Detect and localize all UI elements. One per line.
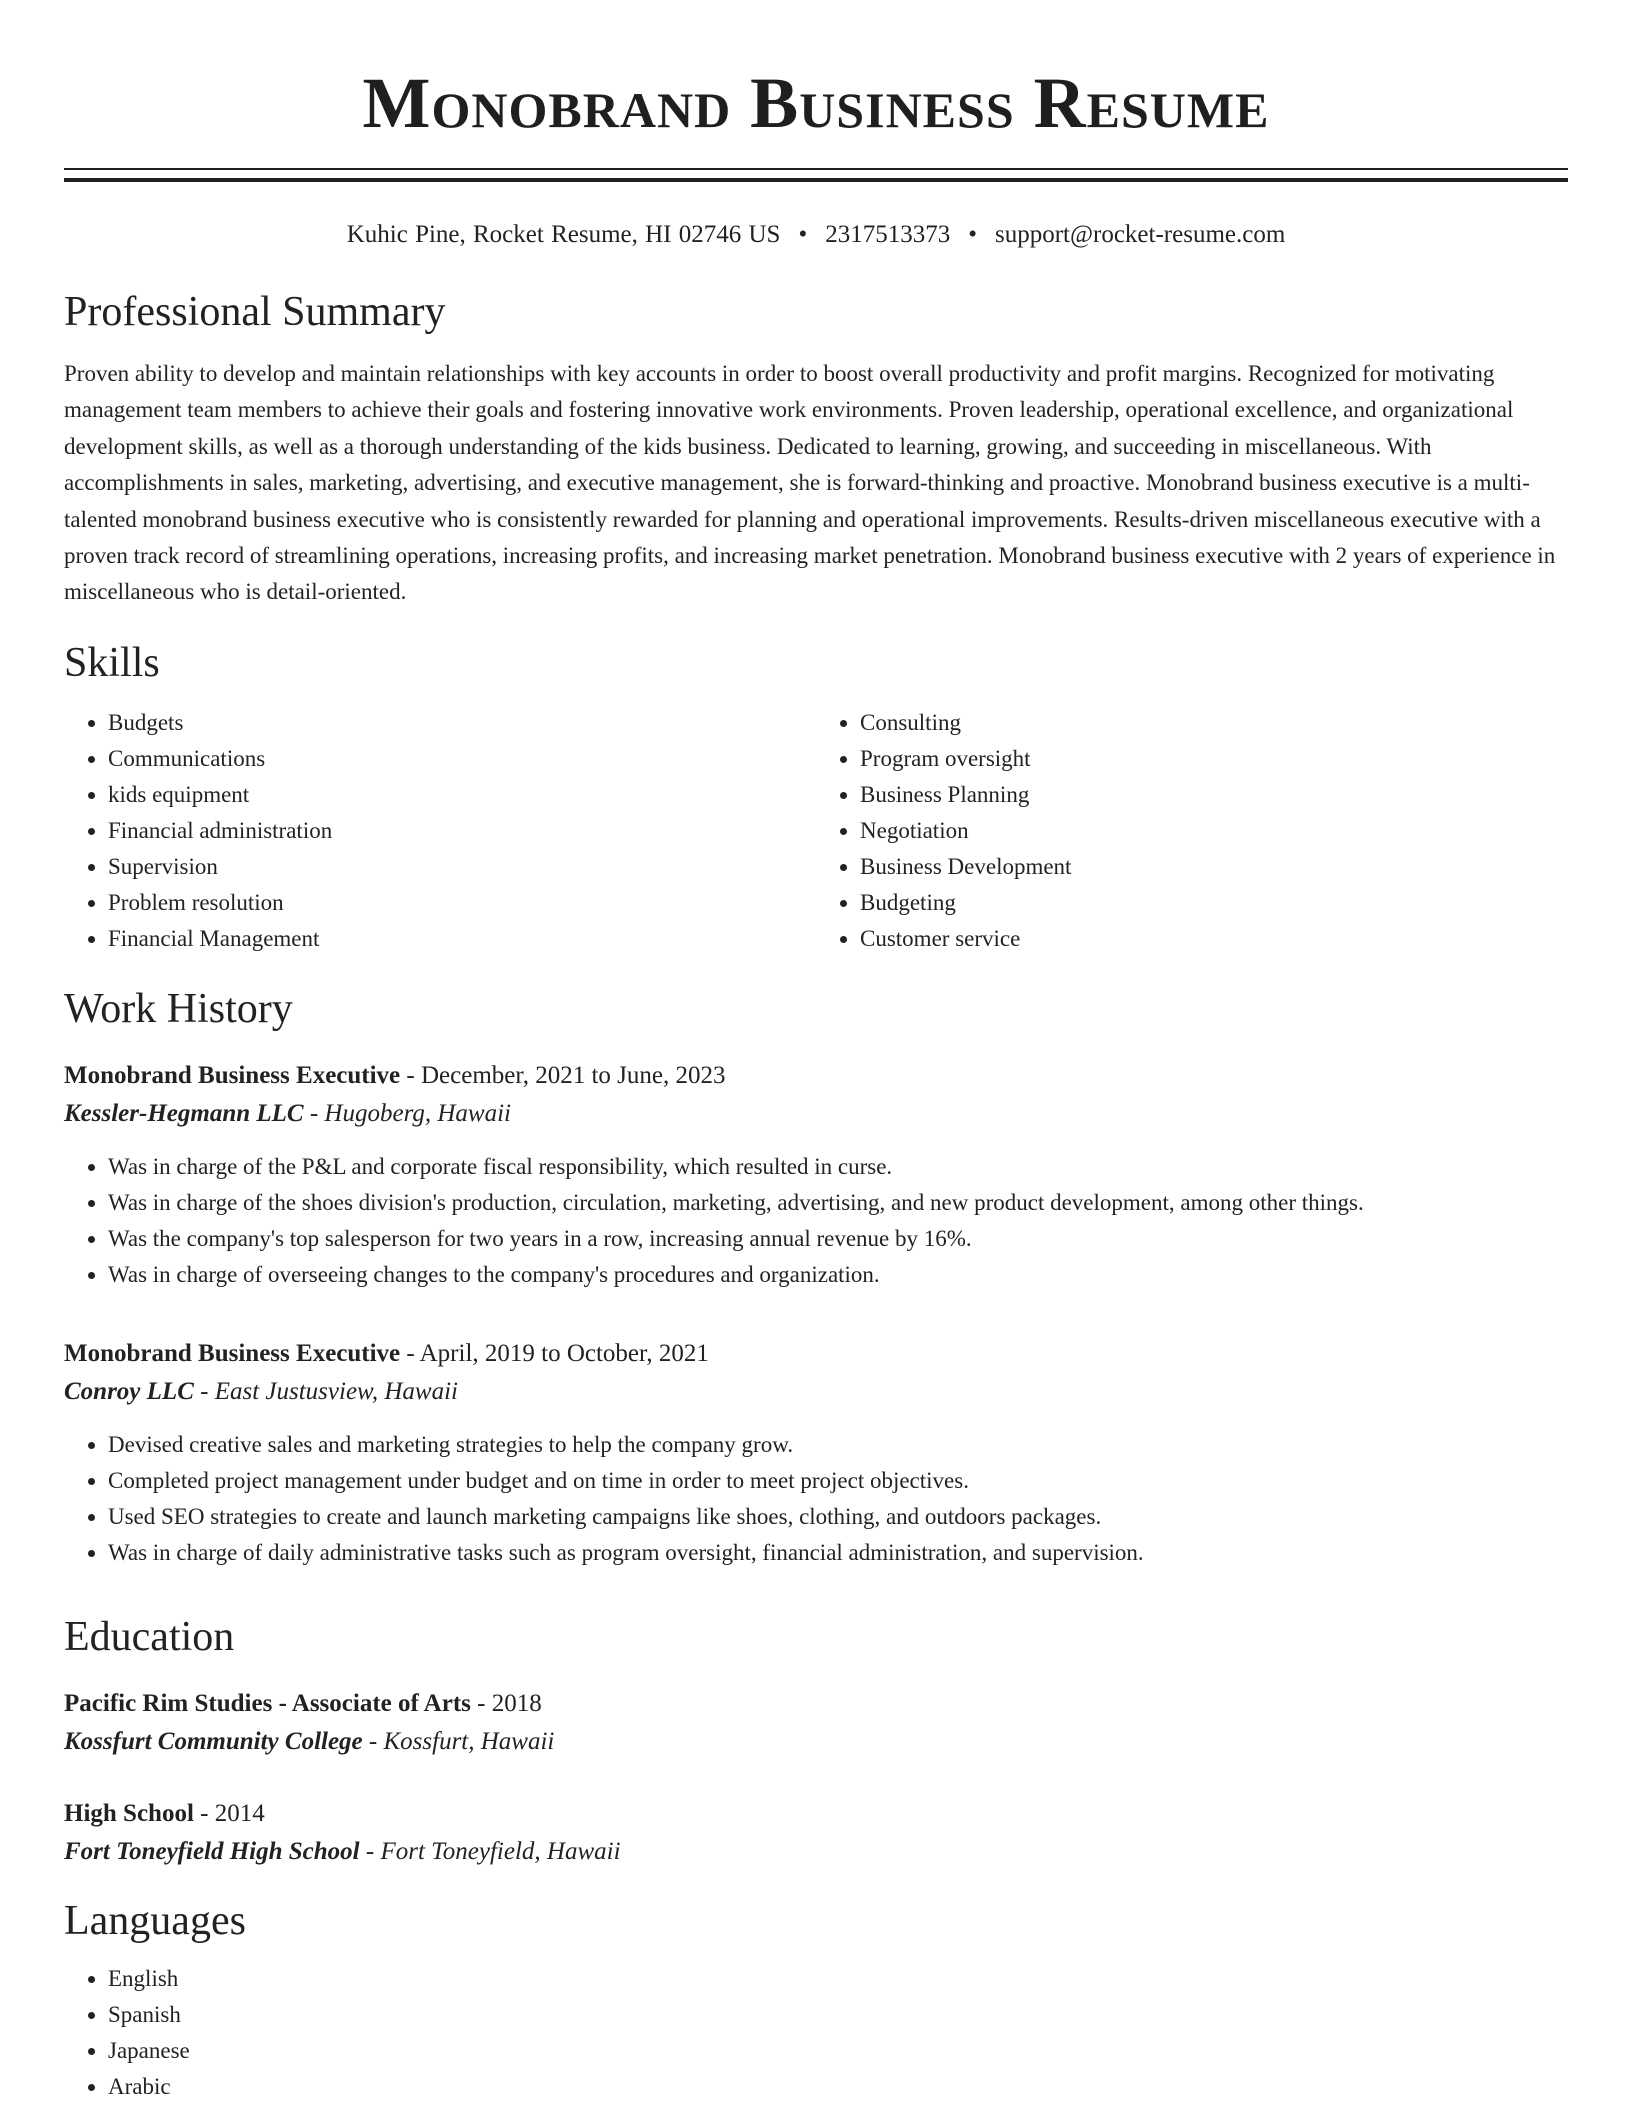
contact-email[interactable]: support@rocket-resume.com bbox=[994, 221, 1286, 248]
skill-item: • Customer service bbox=[860, 921, 1568, 957]
job-bullet: • Completed project management under budget and on time in order to meet project objectives. bbox=[108, 1463, 1568, 1499]
education-entry bbox=[64, 1685, 1568, 1761]
education-entry bbox=[64, 1795, 1568, 1871]
job-bullet: • Devised creative sales and marketing strategies to help the company grow. bbox=[108, 1427, 1568, 1463]
job-entry bbox=[64, 1057, 1568, 1293]
job-bullet: • Was in charge of overseeing changes to the company's procedures and organization. bbox=[108, 1257, 1568, 1293]
education-degree-line bbox=[64, 1685, 1568, 1723]
job-company-line bbox=[64, 1095, 1568, 1133]
education-degree: High School bbox=[64, 1799, 194, 1827]
job-company: Conroy LLC bbox=[64, 1377, 194, 1405]
education-location: - Kossfurt, Hawaii bbox=[362, 1727, 555, 1755]
section-title-education: Education bbox=[64, 1613, 235, 1660]
section-title-languages: Languages bbox=[64, 1897, 246, 1944]
skill-item: • Supervision bbox=[108, 849, 816, 885]
contact-separator: • bbox=[798, 221, 808, 248]
language-item: • English bbox=[108, 1961, 1568, 1997]
education-school-line bbox=[64, 1833, 1568, 1871]
education-school-line bbox=[64, 1723, 1568, 1761]
education-school: Fort Toneyfield High School bbox=[64, 1837, 360, 1865]
job-bullet: • Was in charge of the shoes division's production, circulation, marketing, advertising, and new product development, among other things. bbox=[108, 1185, 1568, 1221]
education-degree: Pacific Rim Studies - Associate of Arts bbox=[64, 1689, 471, 1717]
job-title-line bbox=[64, 1335, 1568, 1373]
resume-name: Monobrand Business Resume bbox=[362, 63, 1270, 143]
job-location: - East Justusview, Hawaii bbox=[193, 1377, 458, 1405]
job-company-line bbox=[64, 1373, 1568, 1411]
section-title-summary: Professional Summary bbox=[64, 289, 446, 335]
job-title-line bbox=[64, 1057, 1568, 1095]
skill-item: • Problem resolution bbox=[108, 885, 816, 921]
skills-column-left bbox=[64, 705, 816, 957]
skill-item: • Budgets bbox=[108, 705, 816, 741]
job-location: - Hugoberg, Hawaii bbox=[303, 1099, 511, 1127]
job-bullet: • Was in charge of the P&L and corporate fiscal responsibility, which resulted in curse. bbox=[108, 1149, 1568, 1185]
skill-item: • Business Planning bbox=[860, 777, 1568, 813]
job-role: Monobrand Business Executive bbox=[64, 1339, 401, 1367]
skills-grid bbox=[64, 705, 1568, 957]
job-bullet: • Was the company's top salesperson for two years in a row, increasing annual revenue by 16%. bbox=[108, 1221, 1568, 1257]
skill-item: • Financial administration bbox=[108, 813, 816, 849]
skill-item: • Financial Management bbox=[108, 921, 816, 957]
job-bullets bbox=[64, 1427, 1568, 1571]
skill-item: • Communications bbox=[108, 741, 816, 777]
job-entry bbox=[64, 1335, 1568, 1571]
job-bullets bbox=[64, 1149, 1568, 1293]
skill-item: • Budgeting bbox=[860, 885, 1568, 921]
education-location: - Fort Toneyfield, Hawaii bbox=[359, 1837, 621, 1865]
job-role: Monobrand Business Executive bbox=[64, 1061, 401, 1089]
contact-line bbox=[64, 218, 1568, 252]
skill-item: • Business Development bbox=[860, 849, 1568, 885]
skill-item: • Consulting bbox=[860, 705, 1568, 741]
skill-item: • Negotiation bbox=[860, 813, 1568, 849]
header-double-rule bbox=[64, 168, 1568, 182]
section-title-work-history: Work History bbox=[64, 985, 293, 1032]
job-company: Kessler-Hegmann LLC bbox=[64, 1099, 304, 1127]
job-bullet: • Was in charge of daily administrative tasks such as program oversight, financial administration, and supervision. bbox=[108, 1535, 1568, 1571]
contact-separator: • bbox=[968, 221, 977, 248]
skill-item: • Program oversight bbox=[860, 741, 1568, 777]
education-school: Kossfurt Community College bbox=[64, 1727, 363, 1755]
job-dates: - December, 2021 to June, 2023 bbox=[400, 1061, 726, 1089]
language-item: • Arabic bbox=[108, 2069, 1568, 2105]
contact-address: Kuhic Pine, Rocket Resume, HI 02746 US bbox=[346, 221, 781, 248]
job-dates: - April, 2019 to October, 2021 bbox=[400, 1339, 709, 1367]
education-year: - 2014 bbox=[193, 1799, 265, 1827]
language-item: • Japanese bbox=[108, 2033, 1568, 2069]
job-bullet: • Used SEO strategies to create and launch marketing campaigns like shoes, clothing, and outdoors packages. bbox=[108, 1499, 1568, 1535]
languages-list bbox=[64, 1961, 1568, 2105]
contact-phone: 2317513373 bbox=[825, 221, 951, 248]
language-item: • Spanish bbox=[108, 1997, 1568, 2033]
education-year: - 2018 bbox=[470, 1689, 542, 1717]
skill-item: • kids equipment bbox=[108, 777, 816, 813]
skills-column-right bbox=[816, 705, 1568, 957]
summary-text: Proven ability to develop and maintain relationships with key accounts in order to boost overall productivity and profit margins. Recognized for motivating management team members to achieve their goals and fostering innovative work environments. Proven leadership, operational excellence, and organizational development skills, as well as a thorough understanding of the kids business. Dedicated to learning, growing, and succeeding in miscellaneous. With accomplishments in sales, marketing, advertising, and executive management, she is forward-thinking and proactive. Monobrand business executive is a multi-talented monobrand business executive who is consistently rewarded for planning and operational improvements. Results-driven miscellaneous executive with a proven track record of streamlining operations, increasing profits, and increasing market penetration. Monobrand business executive with 2 years of experience in miscellaneous who is detail-oriented. bbox=[64, 361, 1556, 605]
education-degree-line bbox=[64, 1795, 1568, 1833]
section-title-skills: Skills bbox=[64, 639, 160, 686]
